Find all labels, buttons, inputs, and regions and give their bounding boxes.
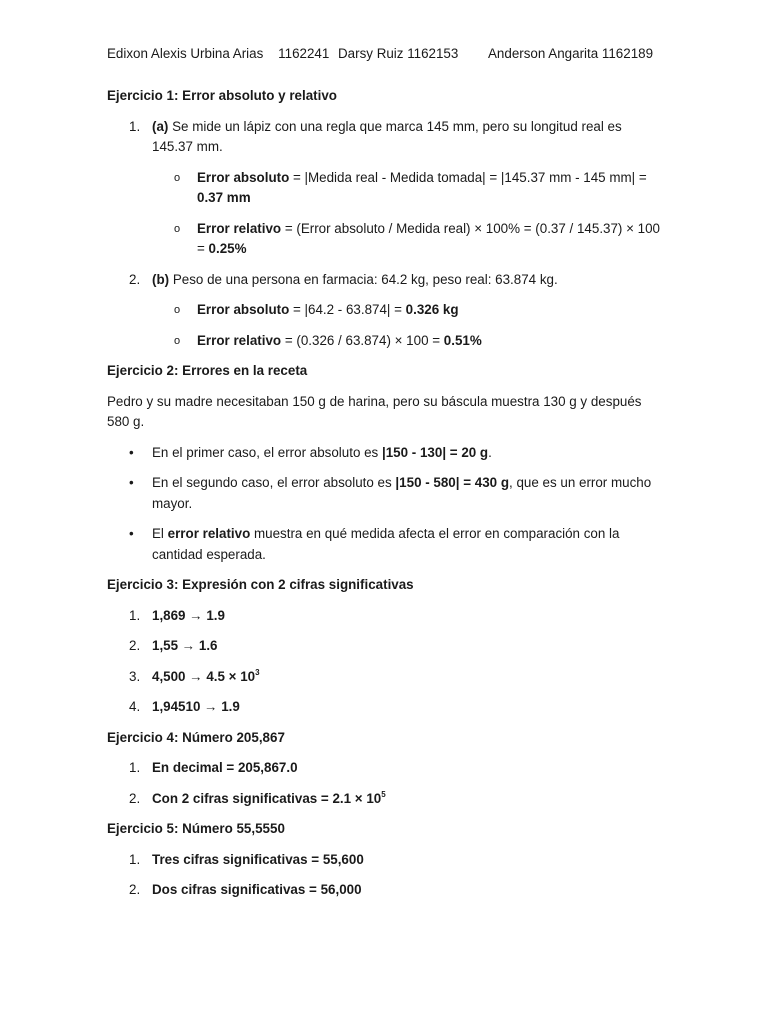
sub-label: Error relativo (197, 332, 282, 348)
sub-text: = |64.2 - 63.874| = (289, 302, 406, 317)
item-text: Se mide un lápiz con una regla que marca 145 mm, pero su longitud real es 145.37 mm. (152, 118, 622, 154)
list-item (107, 880, 663, 901)
bullet-icon: • (129, 444, 134, 460)
sub-result: 0.25% (208, 241, 247, 256)
ejercicio-1-title: Ejercicio 1: Error absoluto y relativo (107, 88, 337, 103)
sub-label: Error relativo (197, 220, 282, 236)
sub-result: 0.326 kg (405, 302, 459, 317)
list-item (107, 697, 663, 718)
item-text: 1,55 → 1.6 (152, 638, 218, 653)
list-marker: 1. (129, 760, 141, 775)
item-tag: (b) (152, 271, 170, 287)
list-marker: 4. (129, 699, 141, 714)
item-bold: error relativo (167, 526, 251, 541)
list-item (107, 850, 663, 871)
exponent: 3 (255, 667, 260, 677)
item-tag: (a) (152, 118, 169, 134)
list-item (107, 667, 663, 688)
list-marker: 1. (129, 851, 141, 867)
ejercicio-2-intro: Pedro y su madre necesitaban 150 g de harina, pero su báscula muestra 130 g y después 580 g. (107, 393, 642, 429)
author-1: Edixon Alexis Urbina Arias 1162241 (107, 46, 330, 61)
ejercicio-3-title: Ejercicio 3: Expresión con 2 cifras significativas (107, 577, 414, 592)
item-text: 1,94510 → 1.9 (152, 699, 240, 714)
sub-list-item (152, 331, 663, 352)
list-marker: 2. (129, 638, 141, 653)
list-marker: 2. (129, 882, 141, 897)
ejercicio-1-list (107, 117, 663, 352)
item-text: Dos cifras significativas = 56,000 (152, 882, 362, 897)
sub-text: = |Medida real - Medida tomada| = |145.37 mm - 145 mm| = (289, 169, 647, 185)
list-marker: 2. (129, 790, 141, 806)
list-marker: 2. (129, 271, 141, 287)
item-text: Peso de una persona en farmacia: 64.2 kg, peso real: 63.874 kg. (169, 271, 558, 287)
sub-text: = (0.326 / 63.874) × 100 = (281, 332, 444, 348)
list-marker: 1. (129, 607, 141, 623)
item-text: En decimal = 205,867.0 (152, 760, 298, 775)
author-2: Darsy Ruiz 1162153 (338, 46, 459, 61)
list-item (107, 789, 663, 810)
item-text: . (488, 444, 492, 460)
ejercicio-4-title: Ejercicio 4: Número 205,867 (107, 729, 285, 745)
item-text: Con 2 cifras significativas = 2.1 × 10 (152, 790, 382, 806)
authors-line (107, 44, 663, 65)
sub-list (152, 300, 663, 351)
list-item (107, 636, 663, 657)
sub-list (152, 168, 663, 260)
circle-bullet-icon: o (174, 171, 181, 184)
list-marker: 1. (129, 118, 141, 134)
list-item (107, 117, 663, 260)
ejercicio-4-list (107, 758, 663, 809)
ejercicio-2-title: Ejercicio 2: Errores en la receta (107, 363, 308, 378)
ejercicio-5-list (107, 850, 663, 901)
circle-bullet-icon: o (174, 304, 181, 316)
author-3: Anderson Angarita 1162189 (488, 46, 654, 61)
item-text: Tres cifras significativas = 55,600 (152, 851, 364, 867)
item-text: En el primer caso, el error absoluto es (152, 444, 382, 460)
bullet-icon: • (129, 526, 134, 541)
item-text: muestra en qué medida afecta el error en comparación con la cantidad esperada. (152, 526, 620, 562)
item-bold: |150 - 130| = 20 g (381, 444, 489, 460)
list-item (107, 270, 663, 352)
sub-list-item (152, 168, 663, 209)
circle-bullet-icon: o (174, 334, 181, 347)
ejercicio-3-list (107, 606, 663, 718)
sub-label: Error absoluto (197, 302, 290, 317)
list-item (107, 443, 663, 464)
bullet-icon: • (129, 475, 134, 490)
sub-text: = (Error absoluto / Medida real) × 100% = (0.37 / 145.37) × 100 = (197, 220, 660, 256)
list-item (107, 758, 663, 779)
document-page (107, 44, 663, 911)
exponent: 5 (381, 789, 386, 799)
sub-label: Error absoluto (197, 169, 290, 185)
item-text: 4,500 → 4.5 × 10 (152, 668, 256, 684)
sub-list-item (152, 219, 663, 260)
list-item (107, 524, 663, 565)
list-item (107, 606, 663, 627)
sub-result: 0.37 mm (197, 190, 251, 205)
circle-bullet-icon: o (174, 222, 181, 235)
sub-result: 0.51% (443, 332, 482, 348)
item-text: El (152, 526, 168, 541)
item-text: 1,869 → 1.9 (152, 607, 225, 623)
ejercicio-5-title: Ejercicio 5: Número 55,5550 (107, 821, 285, 836)
list-marker: 3. (129, 668, 141, 684)
list-item (107, 473, 663, 514)
item-bold: |150 - 580| = 430 g (395, 475, 510, 490)
ejercicio-2-list (107, 443, 663, 566)
sub-list-item (152, 300, 663, 321)
item-text: En el segundo caso, el error absoluto es (152, 475, 396, 490)
item-text: , que es un error mucho mayor. (152, 475, 652, 511)
